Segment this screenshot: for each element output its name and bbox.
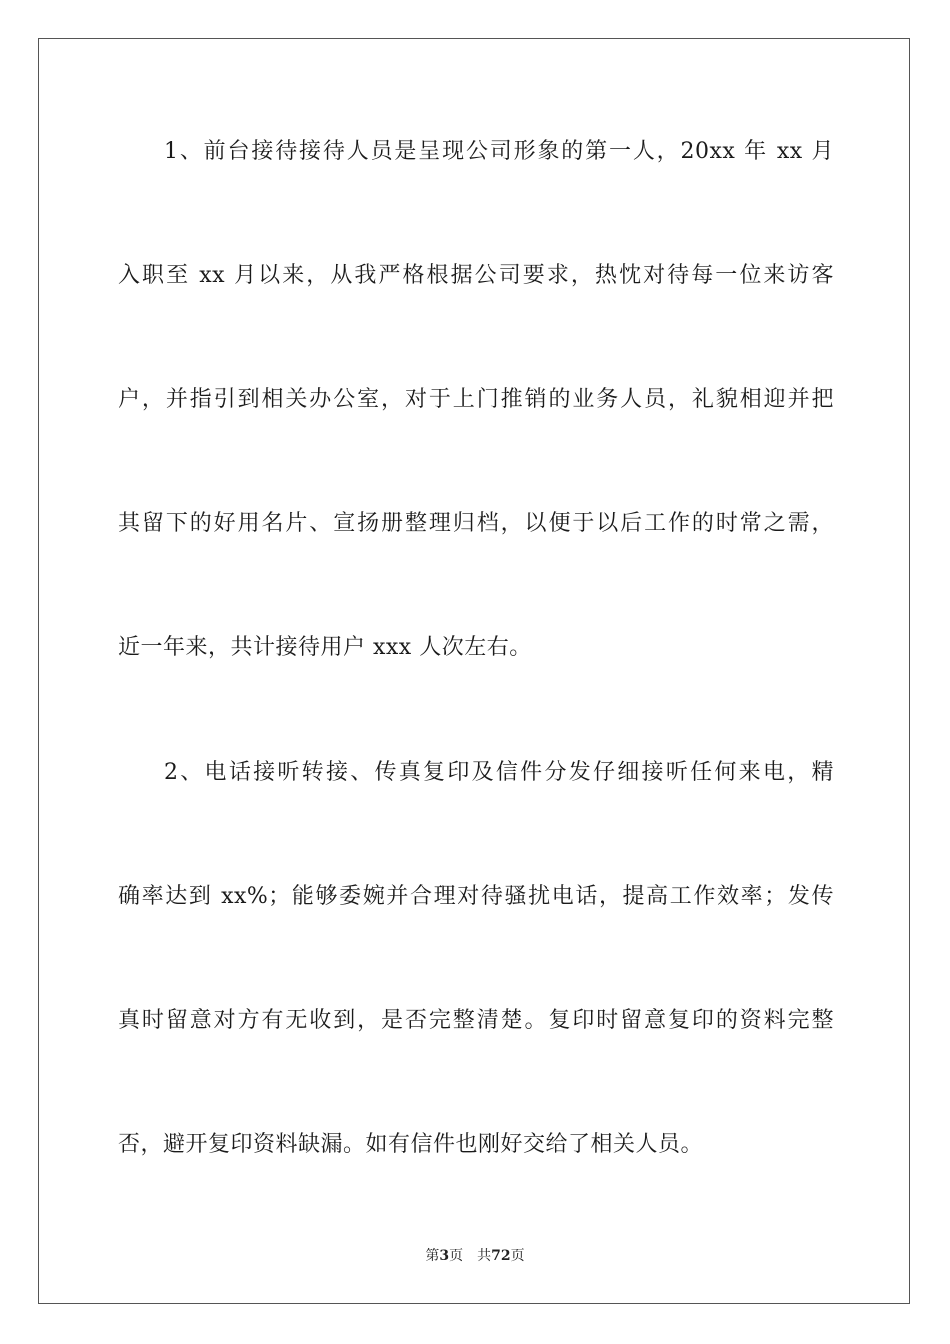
footer-page-prefix: 第	[425, 1248, 440, 1264]
paragraph-1-line-3: 户，并指引到相关办公室，对于上门推销的业务人员，礼貌相迎并把	[118, 387, 834, 412]
footer-total-suffix: 页	[510, 1248, 525, 1264]
footer-total-pages: 72	[491, 1248, 511, 1264]
paragraph-2-line-3: 真时留意对方有无收到，是否完整清楚。复印时留意复印的资料完整	[118, 1008, 834, 1033]
paragraph-1-line-5: 近一年来，共计接待用户 xxx 人次左右。	[118, 635, 532, 660]
paragraph-1-line-2: 入职至 xx 月以来，从我严格根据公司要求，热忱对待每一位来访客	[118, 263, 834, 288]
paragraph-2-line-2: 确率达到 xx%；能够委婉并合理对待骚扰电话，提高工作效率；发传	[118, 884, 834, 909]
footer-page-suffix: 页	[449, 1248, 464, 1264]
page-footer	[0, 1247, 950, 1265]
footer-page-number: 3	[439, 1248, 450, 1264]
paragraph-1-line-4: 其留下的好用名片、宣扬册整理归档，以便于以后工作的时常之需，	[118, 511, 834, 536]
paragraph-2-line-1: 2、电话接听转接、传真复印及信件分发仔细接听任何来电，精	[164, 760, 834, 785]
paragraph-2-line-4: 否，避开复印资料缺漏。如有信件也刚好交给了相关人员。	[118, 1132, 704, 1157]
footer-total-prefix: 共	[477, 1248, 492, 1264]
page-border	[38, 38, 910, 1304]
paragraph-1-line-1: 1、前台接待接待人员是呈现公司形象的第一人，20xx 年 xx 月	[164, 139, 834, 164]
